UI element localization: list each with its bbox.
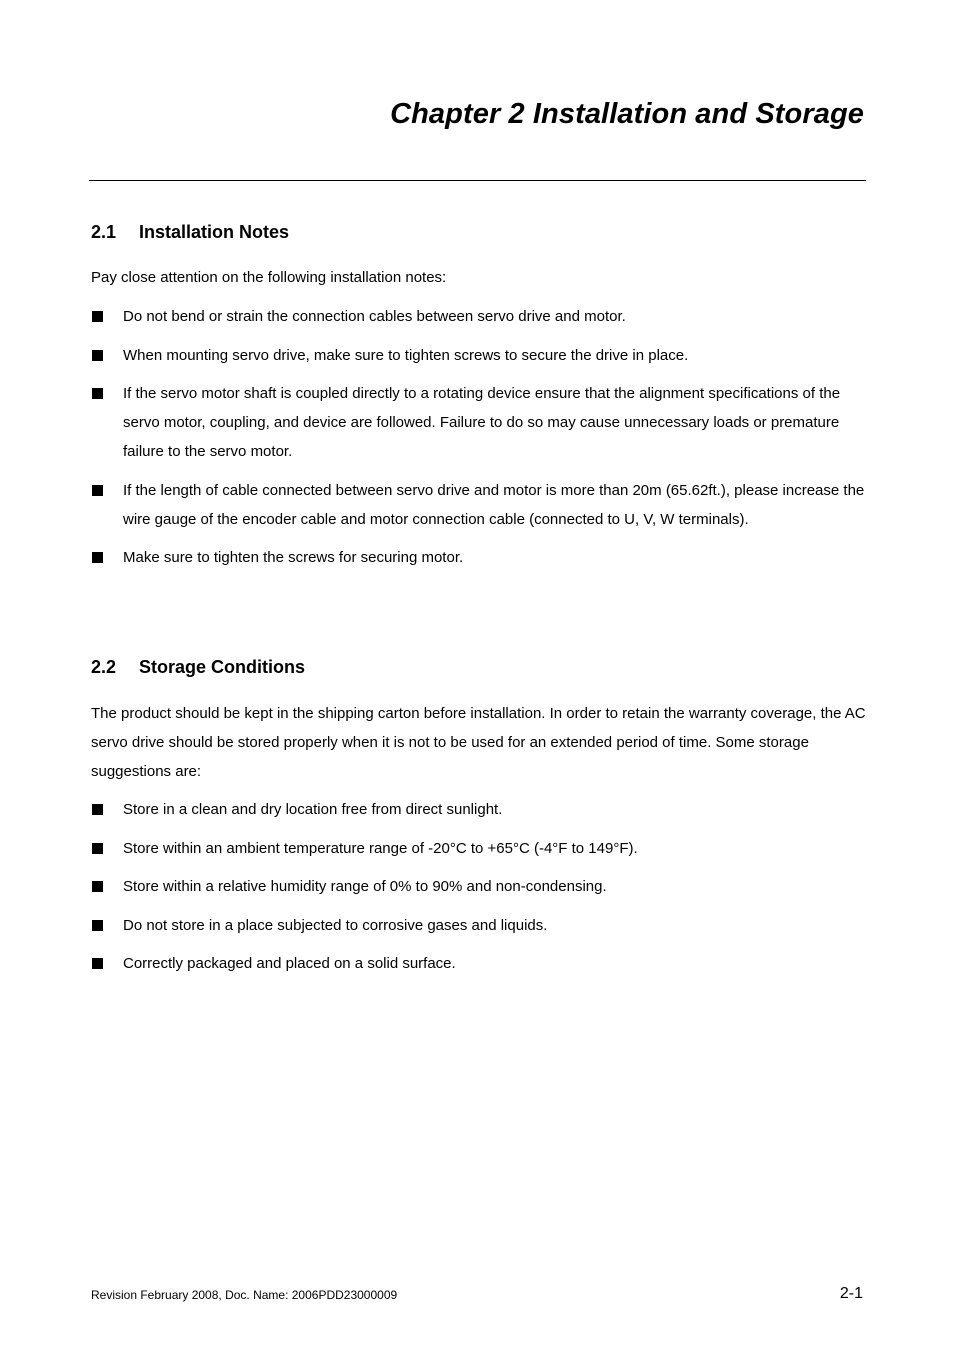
list-item-text: Store within a relative humidity range of 0% to 90% and non-condensing. (123, 878, 607, 895)
list-item-text: Correctly packaged and placed on a solid surface. (123, 955, 456, 972)
title-divider (89, 180, 866, 181)
list-item (91, 911, 871, 940)
list-item (91, 543, 871, 572)
square-bullet-icon (92, 311, 103, 322)
square-bullet-icon (92, 350, 103, 361)
section-title: Installation Notes (139, 222, 290, 242)
list-item-text: When mounting servo drive, make sure to tighten screws to secure the drive in place. (123, 346, 689, 364)
list-item-text: Do not store in a place subjected to corrosive gases and liquids. (123, 916, 548, 934)
section-title: Storage Conditions (139, 657, 305, 677)
list-item (91, 872, 871, 901)
section-heading-installation-notes (91, 222, 289, 243)
chapter-title: Chapter 2 Installation and Storage (390, 98, 864, 130)
square-bullet-icon (92, 958, 103, 969)
list-item (91, 834, 871, 863)
list-item (91, 795, 871, 824)
section-number: 2.1 (91, 222, 117, 242)
square-bullet-icon (92, 485, 103, 496)
square-bullet-icon (92, 881, 103, 892)
square-bullet-icon (92, 552, 103, 563)
list-item (91, 476, 871, 534)
section-heading-storage-conditions (91, 657, 305, 678)
list-item (91, 341, 871, 370)
list-item-text: If the servo motor shaft is coupled directly to a rotating device ensure that the alignment specifications of the servo motor, coupling, and device are followed. Failure to do so may cause unnecessary loads or premature failure to the servo motor. (123, 385, 841, 460)
list-item-text: Do not bend or strain the connection cables between servo drive and motor. (123, 308, 626, 325)
section-number: 2.2 (91, 657, 117, 677)
footer-revision: Revision February 2008, Doc. Name: 2006PDD23000009 (91, 1288, 398, 1302)
list-item-text: Make sure to tighten the screws for securing motor. (123, 549, 464, 566)
list-item (91, 379, 871, 466)
list-item-text: Store in a clean and dry location free from direct sunlight. (123, 801, 503, 818)
list-item (91, 949, 871, 978)
square-bullet-icon (92, 920, 103, 931)
list-item (91, 302, 871, 331)
storage-conditions-list (91, 795, 871, 988)
list-item-text: If the length of cable connected between servo drive and motor is more than 20m (65.62ft.), please increase the wire gauge of the encoder cable and motor connection cable (connected to U, V, W terminals). (123, 481, 865, 528)
installation-notes-list (91, 302, 871, 582)
page-number: 2-1 (839, 1285, 863, 1302)
section-intro: Pay close attention on the following installation notes: (91, 269, 447, 286)
section-intro: The product should be kept in the shipping carton before installation. In order to retain the warranty coverage, the AC servo drive should be stored properly when it is not to be used for an extended period of time. Some storage suggestions are: (91, 705, 866, 780)
square-bullet-icon (92, 388, 103, 399)
square-bullet-icon (92, 804, 103, 815)
square-bullet-icon (92, 843, 103, 854)
list-item-text: Store within an ambient temperature range of -20°C to +65°C (-4°F to 149°F). (123, 839, 638, 857)
